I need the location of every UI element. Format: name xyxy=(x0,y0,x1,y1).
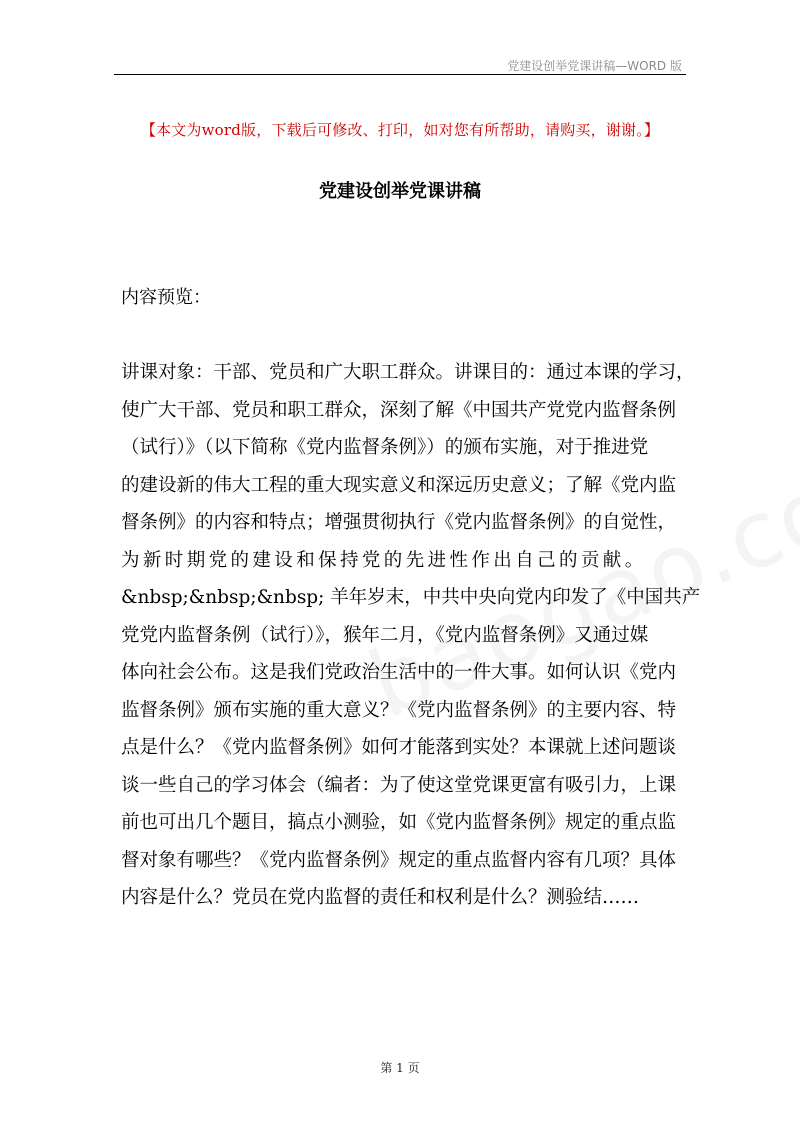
page-title: 党建设创举党课讲稿 xyxy=(319,181,481,202)
body-line: 使广大干部、党员和职工群众，深刻了解《中国共产党党内监督条例 xyxy=(121,399,677,421)
body-line: &nbsp;&nbsp;&nbsp; 羊年岁末，中共中央向党内印发了《中国共产 xyxy=(121,587,701,608)
running-header: 党建设创举党课讲稿—WORD 版 xyxy=(507,59,682,73)
body-line: 督对象有哪些？《党内监督条例》规定的重点监督内容有几项？具体 xyxy=(121,849,677,871)
header-divider xyxy=(114,74,686,75)
body-line: 体向社会公布。这是我们党政治生活中的一件大事。如何认识《党内 xyxy=(121,662,677,683)
body-line: 督条例》的内容和特点；增强贯彻执行《党内监督条例》的自觉性， xyxy=(121,512,677,533)
body-line: 党党内监督条例（试行）》，猴年二月，《党内监督条例》又通过媒 xyxy=(121,624,649,646)
body-line: 监督条例》颁布实施的重大意义？《党内监督条例》的主要内容、特 xyxy=(121,699,677,721)
body-line: 讲课对象：干部、党员和广大职工群众。讲课目的：通过本课的学习， xyxy=(121,362,695,383)
page-number: 第 1 页 xyxy=(380,1061,420,1075)
body-line: 内容是什么？党员在党内监督的责任和权利是什么？测验结…… xyxy=(121,887,640,908)
body-line: 点是什么？《党内监督条例》如何才能落到实处？本课就上述问题谈 xyxy=(121,737,677,758)
body-line: 谈一些自己的学习体会（编者：为了使这堂党课更富有吸引力，上课 xyxy=(121,774,677,796)
preview-label: 内容预览： xyxy=(121,287,211,308)
body-line: 的建设新的伟大工程的重大现实意义和深远历史意义；了解《党内监 xyxy=(121,474,677,496)
purchase-notice: 【本文为word版，下载后可修改、打印，如对您有所帮助，请购买，谢谢。】 xyxy=(140,121,660,139)
body-line: （试行）》（以下简称《党内监督条例》）的颁布实施，对于推进党 xyxy=(121,437,649,458)
body-line: 为新时期党的建设和保持党的先进性作出自己的贡献。 xyxy=(121,549,647,571)
body-line: 前也可出几个题目，搞点小测验，如《党内监督条例》规定的重点监 xyxy=(121,812,677,833)
